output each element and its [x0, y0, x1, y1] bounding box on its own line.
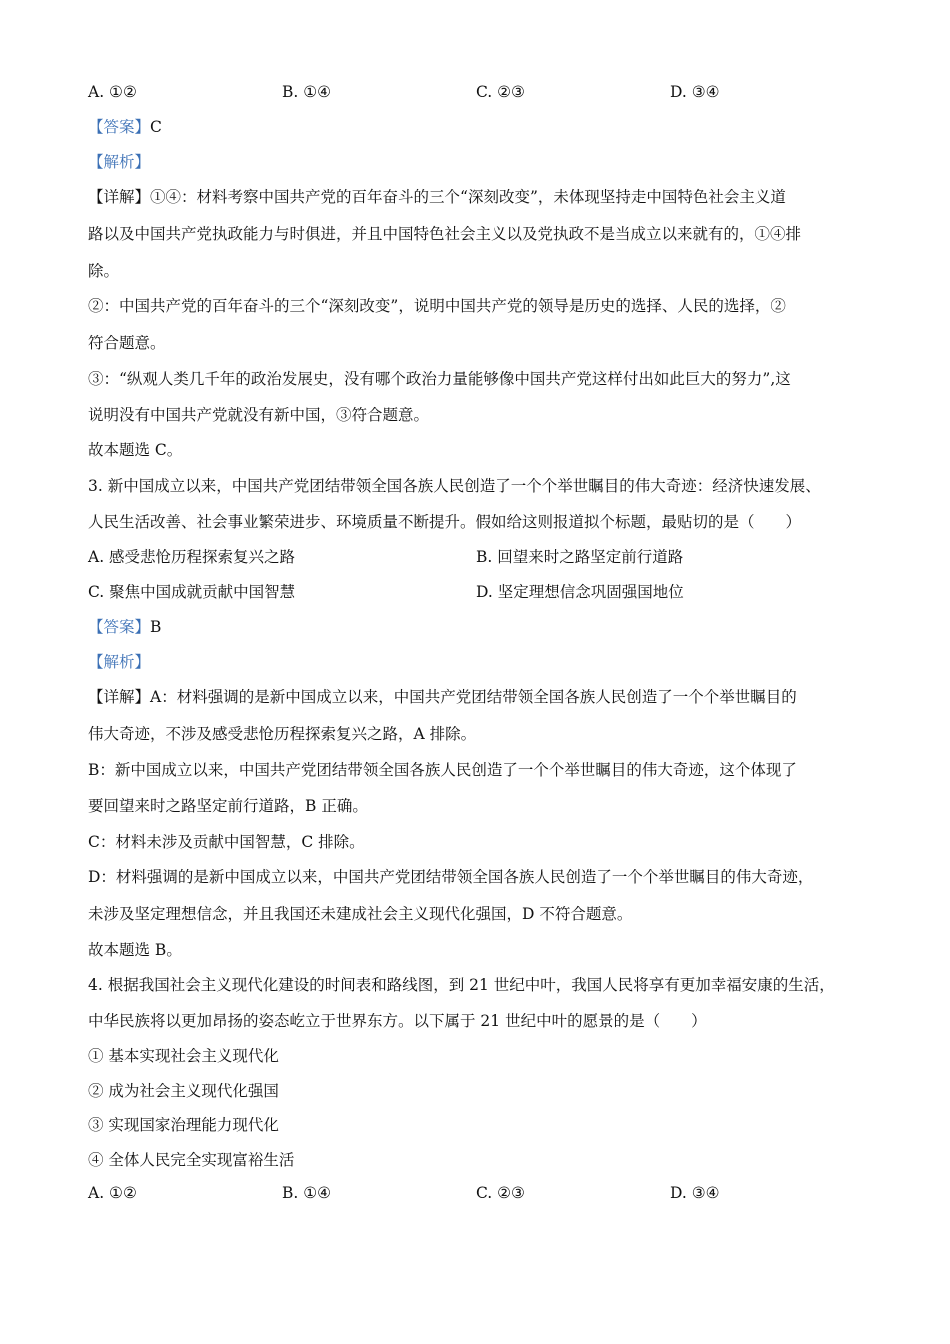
- q3-detail-line: 未涉及坚定理想信念，并且我国还未建成社会主义现代化强国，D 不符合题意。: [88, 905, 633, 923]
- q3-detail-line: 要回望来时之路坚定前行道路，B 正确。: [88, 797, 368, 815]
- q4-item: ③ 实现国家治理能力现代化: [88, 1116, 279, 1134]
- answer-label: 【答案】: [88, 118, 151, 136]
- q3-option-a: A. 感受悲怆历程探索复兴之路: [88, 548, 296, 566]
- q2-detail-line: 符合题意。: [88, 334, 166, 352]
- q2-detail-line: [88, 187, 786, 207]
- q4-item: ② 成为社会主义现代化强国: [88, 1082, 279, 1100]
- detail-label: 【详解】: [88, 688, 151, 706]
- q2-option-b: B. ①④: [282, 83, 332, 101]
- q2-detail-line: 路以及中国共产党执政能力与时俱进，并且中国特色社会主义以及党执政不是当成立以来就有的，①④排: [88, 225, 802, 243]
- q3-analysis-label: 【解析】: [88, 653, 151, 671]
- q2-analysis-label: 【解析】: [88, 153, 151, 171]
- detail-text: ①④：材料考察中国共产党的百年奋斗的三个“深刻改变”，未体现坚持走中国特色社会主义道: [150, 188, 786, 206]
- q4-stem-line: 中华民族将以更加昂扬的姿态屹立于世界东方。以下属于 21 世纪中叶的愿景的是（ ）: [88, 1012, 707, 1030]
- q3-option-b: B. 回望来时之路坚定前行道路: [476, 548, 684, 566]
- detail-text: A：材料强调的是新中国成立以来，中国共产党团结带领全国各族人民创造了一个个举世瞩目的: [150, 688, 797, 706]
- q2-option-a: A. ①②: [88, 83, 137, 101]
- q3-stem-line: 人民生活改善、社会事业繁荣进步、环境质量不断提升。假如给这则报道拟个标题，最贴切的是（ ）: [88, 513, 802, 531]
- q2-option-d: D. ③④: [670, 83, 720, 101]
- q2-detail-line: ③：“纵观人类几千年的政治发展史，没有哪个政治力量能够像中国共产党这样付出如此巨大的努力”,这: [88, 370, 791, 388]
- q2-conclusion: 故本题选 C。: [88, 441, 183, 459]
- q4-item: ① 基本实现社会主义现代化: [88, 1047, 279, 1065]
- q2-detail-line: 说明没有中国共产党就没有新中国，③符合题意。: [88, 406, 430, 424]
- answer-value: B: [150, 618, 162, 636]
- q2-answer: [88, 117, 162, 137]
- q2-detail-line: ②：中国共产党的百年奋斗的三个“深刻改变”，说明中国共产党的领导是历史的选择、人民的选择，②: [88, 297, 786, 315]
- q3-answer: [88, 617, 161, 637]
- q3-detail-line: C：材料未涉及贡献中国智慧，C 排除。: [88, 833, 365, 851]
- q4-option-c: C. ②③: [476, 1184, 525, 1202]
- answer-value: C: [150, 118, 162, 136]
- q3-option-c: C. 聚焦中国成就贡献中国智慧: [88, 583, 296, 601]
- q4-option-a: A. ①②: [88, 1184, 137, 1202]
- q3-detail-line: 伟大奇迹，不涉及感受悲怆历程探索复兴之路，A 排除。: [88, 725, 477, 743]
- q3-detail-line: D：材料强调的是新中国成立以来，中国共产党团结带领全国各族人民创造了一个个举世瞩目的伟大奇迹，: [88, 868, 814, 886]
- q3-option-d: D. 坚定理想信念巩固强国地位: [476, 583, 684, 601]
- q3-detail-line: B：新中国成立以来，中国共产党团结带领全国各族人民创造了一个个举世瞩目的伟大奇迹，这个体现了: [88, 761, 797, 779]
- q4-option-b: B. ①④: [282, 1184, 332, 1202]
- q2-option-c: C. ②③: [476, 83, 525, 101]
- q4-option-d: D. ③④: [670, 1184, 720, 1202]
- q3-stem-line: 3. 新中国成立以来，中国共产党团结带领全国各族人民创造了一个个举世瞩目的伟大奇迹：经济快速发展、: [88, 477, 821, 495]
- answer-label: 【答案】: [88, 618, 151, 636]
- q4-item: ④ 全体人民完全实现富裕生活: [88, 1151, 295, 1169]
- q3-conclusion: 故本题选 B。: [88, 941, 182, 959]
- q2-detail-line: 除。: [88, 262, 120, 280]
- q3-detail-line: [88, 687, 797, 707]
- detail-label: 【详解】: [88, 188, 151, 206]
- q4-stem-line: 4. 根据我国社会主义现代化建设的时间表和路线图，到 21 世纪中叶，我国人民将享有更加幸福安康的生活，: [88, 976, 835, 994]
